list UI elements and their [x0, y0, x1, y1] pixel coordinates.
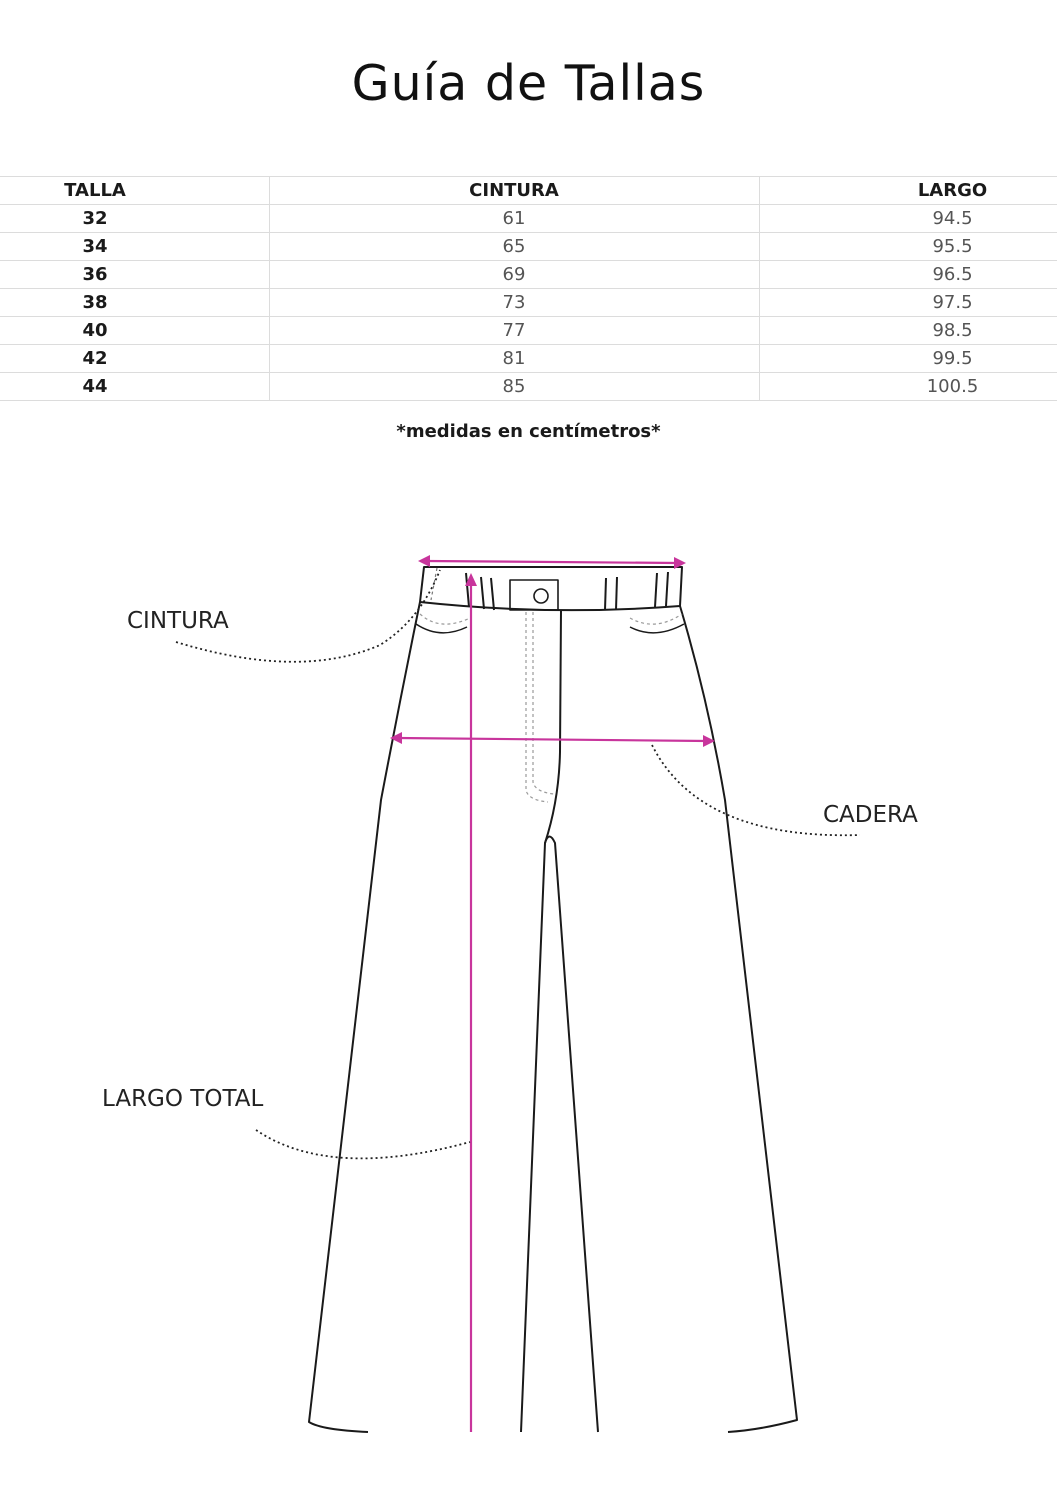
- length-cell: 94.5: [759, 205, 1057, 233]
- header-cintura: CINTURA: [269, 177, 759, 205]
- size-cell: 38: [0, 289, 269, 317]
- length-cell: 95.5: [759, 233, 1057, 261]
- size-cell: 44: [0, 373, 269, 401]
- length-cell: 99.5: [759, 345, 1057, 373]
- label-cintura: CINTURA: [127, 608, 229, 634]
- header-talla: TALLA: [0, 177, 269, 205]
- waist-cell: 81: [269, 345, 759, 373]
- units-note: *medidas en centímetros*: [396, 421, 661, 442]
- waist-cell: 69: [269, 261, 759, 289]
- waist-cell: 73: [269, 289, 759, 317]
- size-cell: 32: [0, 205, 269, 233]
- label-largo-total: LARGO TOTAL: [102, 1086, 264, 1112]
- waist-cell: 85: [269, 373, 759, 401]
- size-cell: 36: [0, 261, 269, 289]
- size-cell: 42: [0, 345, 269, 373]
- measure-lines: [390, 555, 715, 1432]
- size-cell: 40: [0, 317, 269, 345]
- pants-outline: [309, 567, 797, 1432]
- label-cadera: CADERA: [823, 802, 918, 828]
- length-cell: 98.5: [759, 317, 1057, 345]
- page-title: Guía de Tallas: [351, 55, 706, 112]
- waist-cell: 61: [269, 205, 759, 233]
- waist-cell: 77: [269, 317, 759, 345]
- header-largo: LARGO: [759, 177, 1057, 205]
- waist-cell: 65: [269, 233, 759, 261]
- leader-lines: [176, 570, 860, 1158]
- size-cell: 34: [0, 233, 269, 261]
- length-cell: 100.5: [759, 373, 1057, 401]
- length-cell: 96.5: [759, 261, 1057, 289]
- pants-stitching: [420, 568, 682, 802]
- length-cell: 97.5: [759, 289, 1057, 317]
